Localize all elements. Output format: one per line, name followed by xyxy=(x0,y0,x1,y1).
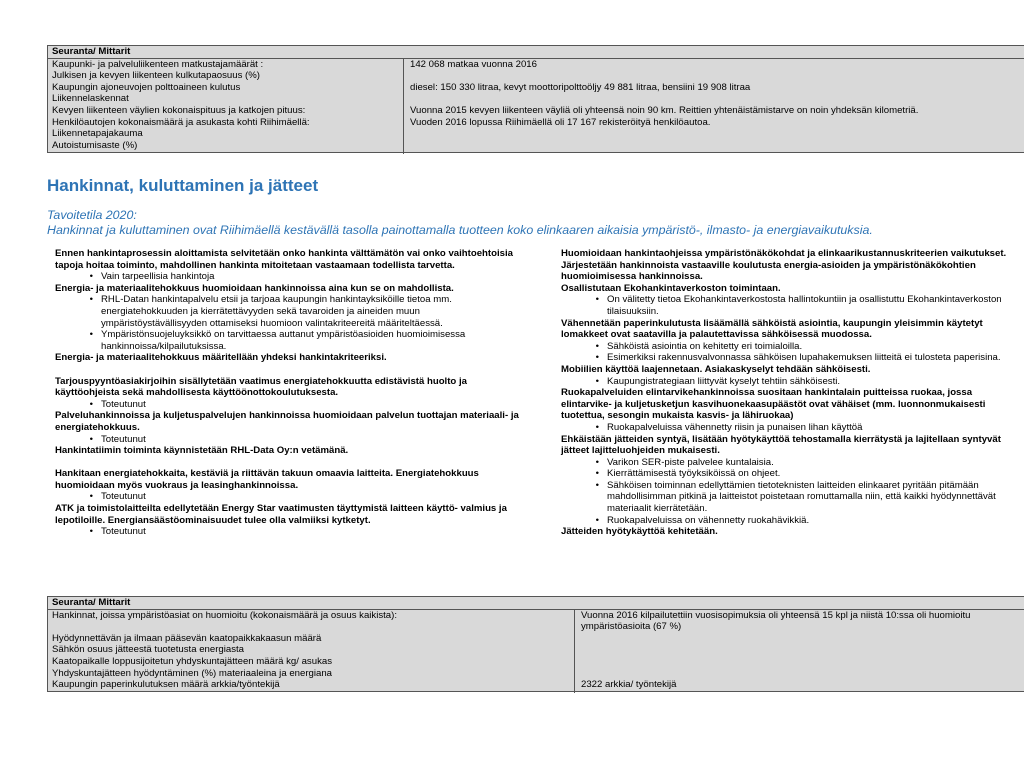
metric-label: Kevyen liikenteen väylien kokonaispituus ja katkojen pituus: xyxy=(52,104,306,116)
metric-value xyxy=(581,668,1019,680)
metric-value: Vuonna 2015 kevyen liikenteen väyliä oli yhteensä noin 90 km. Reittien yhtenäistämistarve on noin yhdeksän kilometriä. xyxy=(410,104,919,116)
list-item: • Esimerkiksi rakennusvalvonnassa sähköisen lupahakemuksen liitteitä ei tulosteta paperisina. xyxy=(561,352,1019,364)
list-item: • Sähköistä asiointia on kehitetty eri toimialoilla. xyxy=(561,341,1019,353)
bullet-icon: • xyxy=(89,398,93,410)
bullet-icon: • xyxy=(595,456,599,468)
list-item: • Toteutunut xyxy=(55,491,523,503)
metric-label: Sähkön osuus jätteestä tuotetusta energiasta xyxy=(52,644,245,656)
metric-value xyxy=(410,93,1018,105)
bullet-icon: • xyxy=(595,375,599,387)
metric-value xyxy=(410,70,1018,82)
paragraph: Huomioidaan hankintaohjeissa ympäristönäkökohdat ja elinkaarikustannuskriteerien vaikutukset. xyxy=(561,248,1007,259)
paragraph: Hankintatiimin toiminta käynnistetään RHL-Data Oy:n vetämänä. xyxy=(55,445,349,457)
metrics-table-procurement xyxy=(47,596,1024,692)
metric-label: Hankinnat, joissa ympäristöasiat on huomioitu (kokonaismäärä ja osuus kaikista): xyxy=(52,609,398,621)
metric-label xyxy=(52,621,570,633)
bullet-icon: • xyxy=(595,294,599,306)
metric-label: Liikennetapajakauma xyxy=(52,128,143,140)
list-item: • Sähköisen toiminnan edellyttämien tietoteknisten laitteiden elinkaaret pyritään pitämään mahdollisimman pitkinä ja laitteistot poistetaan romuttamalla niin, että kaikki hyödynnettävät materiaalit kierrätetään. xyxy=(561,480,1019,515)
metric-value: diesel: 150 330 litraa, kevyt moottoripolttoöljy 49 881 litraa, bensiini 19 908 litraa xyxy=(410,81,751,93)
metric-label: Henkilöautojen kokonaismäärä ja asukasta kohti Riihimäellä: xyxy=(52,116,310,128)
goal-text: Hankinnat ja kuluttaminen ovat Riihimäellä kestävällä tasolla painottamalla tuotteen koko elinkaaren aikaisia ympäristö-, ilmasto- ja energiavaikutuksia. xyxy=(47,223,873,237)
bullet-icon: • xyxy=(89,433,93,445)
goal-label: Tavoitetila 2020: xyxy=(47,208,137,222)
metrics-table-header: Seuranta/ Mittarit xyxy=(48,597,1024,610)
list-item: • Toteutunut xyxy=(55,526,523,538)
metric-label: Autoistumisaste (%) xyxy=(52,139,138,151)
metric-value xyxy=(581,633,1019,645)
section-title: Hankinnat, kuluttaminen ja jätteet xyxy=(47,176,319,195)
metric-value xyxy=(581,656,1019,668)
metric-label: Hyödynnettävän ja ilmaan pääsevän kaatopaikkakaasun määrä xyxy=(52,632,322,644)
list-item: • Ruokapalveluissa on vähennetty ruokahävikkiä. xyxy=(561,515,1019,527)
metrics-value-column xyxy=(575,610,1024,693)
paragraph: Ennen hankintaprosessin aloittamista selvitetään onko hankinta välttämätön vai onko vaihtoehtoisia tapoja hoitaa toiminto, mahdollinen hankinta mitoitetaan vastaamaan todellista tarvetta. xyxy=(55,248,513,271)
metric-value xyxy=(581,644,1019,656)
paragraph: Jätteiden hyötykäyttöä kehitetään. xyxy=(561,526,718,538)
paragraph: Vähennetään paperinkulutusta lisäämällä sähköistä asiointia, kaupungin yleisimmin käytetyt lomakkeet ovat saatavilla ja palautettavissa sähköisessä muodossa. xyxy=(561,317,983,341)
list-item: • Vain tarpeellisia hankintoja xyxy=(55,271,523,283)
metric-label: Kaupungin paperinkulutuksen määrä arkkia/työntekijä xyxy=(52,679,280,691)
paragraph: Energia- ja materiaalitehokkuus määritellään yhdeksi hankintakriteeriksi. xyxy=(55,352,387,364)
bullet-icon: • xyxy=(595,421,599,433)
list-item: • Kierrättämisestä työyksiköissä on ohjeet. xyxy=(561,468,1019,480)
list-item: • Toteutunut xyxy=(55,434,523,446)
bullet-icon: • xyxy=(595,468,599,480)
list-item: • On välitetty tietoa Ekohankintaverkostosta hallintokuntiin ja osallistuttu Ekohankintaverkoston tilaisuuksiin. xyxy=(561,294,1019,317)
metrics-table-transport xyxy=(47,45,1024,153)
left-text-column xyxy=(55,248,523,538)
metric-label: Liikennelaskennat xyxy=(52,93,129,105)
bullet-icon: • xyxy=(89,526,93,538)
goal-statement xyxy=(47,208,1017,238)
paragraph: Palveluhankinnoissa ja kuljetuspalvelujen hankinnoissa huomioidaan palvelun tuottajan materiaali- ja energiatehokkuus. xyxy=(55,410,519,433)
metric-label: Julkisen ja kevyen liikenteen kulkutapaosuus (%) xyxy=(52,70,260,82)
paragraph: Energia- ja materiaalitehokkuus huomioidaan hankinnoissa aina kun se on mahdollista. xyxy=(55,282,454,294)
list-item: • Varikon SER-piste palvelee kuntalaisia. xyxy=(561,457,1019,469)
bullet-icon: • xyxy=(595,514,599,526)
metric-value: 2322 arkkia/ työntekijä xyxy=(581,679,677,691)
paragraph: ATK ja toimistolaitteilta edellytetään Energy Star vaatimusten täyttymistä laitteen käyttö- valmius ja lepotiloille. Energiansäästöominaisuudet tulee olla valmiiksi kytketyt. xyxy=(55,503,507,526)
list-item: • Toteutunut xyxy=(55,399,523,411)
paragraph: Järjestetään hankinnoista vastaaville koulutusta energia-asioiden ja ympäristönäkökohtien huomioimisessa hankinnoissa. xyxy=(561,259,976,283)
bullet-icon: • xyxy=(89,271,93,283)
bullet-icon: • xyxy=(595,479,599,491)
metrics-label-column xyxy=(48,610,575,693)
metric-value: 142 068 matkaa vuonna 2016 xyxy=(410,58,537,70)
metrics-table-header: Seuranta/ Mittarit xyxy=(48,46,1024,59)
paragraph: Tarjouspyyntöasiakirjoihin sisällytetään vaatimus energiatehokkuutta edistävistä huolto ja käyttöohjeista sekä mahdollisesta käyttöönottokoulutuksesta. xyxy=(55,375,467,399)
metrics-label-column xyxy=(48,59,404,154)
list-item: • Ruokapalveluissa vähennetty riisin ja punaisen lihan käyttöä xyxy=(561,422,1019,434)
bullet-icon: • xyxy=(89,294,93,306)
paragraph: Mobiilien käyttöä laajennetaan. Asiakaskyselyt tehdään sähköisesti. xyxy=(561,363,871,375)
bullet-icon: • xyxy=(89,491,93,503)
list-item: • Kaupungistrategiaan liittyvät kyselyt tehtiin sähköisesti. xyxy=(561,376,1019,388)
right-text-column xyxy=(561,248,1019,538)
paragraph: Hankitaan energiatehokkaita, kestäviä ja riittävän takuun omaavia laitteita. Energiatehokkuus huomioidaan myös vuokraus ja leasinghankinnoissa. xyxy=(55,468,479,491)
metric-value: Vuonna 2016 kilpailutettiin vuosisopimuksia oli yhteensä 15 kpl ja niistä 10:ssa oli huomioitu ympäristöasioita (67 %) xyxy=(581,609,971,633)
paragraph: Ehkäistään jätteiden syntyä, lisätään hyötykäyttöä tehostamalla kierrätystä ja lajitellaan syntyvät jätteet lajitteluohjeiden mukaisesti. xyxy=(561,433,1001,457)
bullet-icon: • xyxy=(595,340,599,352)
list-item: • RHL-Datan hankintapalvelu etsii ja tarjoaa kaupungin hankintayksiköille tietoa mm. energiatehokkuuden ja kierrätettävyyden sekä tavaroiden ja aineiden muun ympäristöystävällisyyden ottamiseksi huomioon valintakriteereitä määriteltäessä. xyxy=(55,294,523,329)
metric-label: Kaatopaikalle loppusijoitetun yhdyskuntajätteen määrä kg/ asukas xyxy=(52,655,332,667)
metric-value: Vuoden 2016 lopussa Riihimäellä oli 17 167 rekisteröityä henkilöautoa. xyxy=(410,116,711,128)
list-item: • Ympäristönsuojeluyksikkö on tarvittaessa auttanut ympäristöasioiden huomioimisessa hankinnoissa/kilpailutuksissa. xyxy=(55,329,523,352)
paragraph: Osallistutaan Ekohankintaverkoston toimintaan. xyxy=(561,282,781,294)
metrics-value-column xyxy=(404,59,1024,154)
bullet-icon: • xyxy=(595,352,599,364)
paragraph: Ruokapalveluiden elintarvikehankinnoissa suositaan hankintalain puitteissa ruokaa, jossa elintarvike- ja kuljetusketjun kasvihuonekaasupäästöt ovat vähäiset (mm. luonnonmukaisesti tuotettua, sesongin mukaista kasvis- ja lähiruokaa) xyxy=(561,387,986,422)
metric-label: Kaupungin ajoneuvojen polttoaineen kulutus xyxy=(52,81,241,93)
bullet-icon: • xyxy=(89,329,93,341)
metric-label: Kaupunki- ja palveluliikenteen matkustajamäärät : xyxy=(52,58,264,70)
metric-label: Yhdyskuntajätteen hyödyntäminen (%) materiaaleina ja energiana xyxy=(52,667,332,679)
